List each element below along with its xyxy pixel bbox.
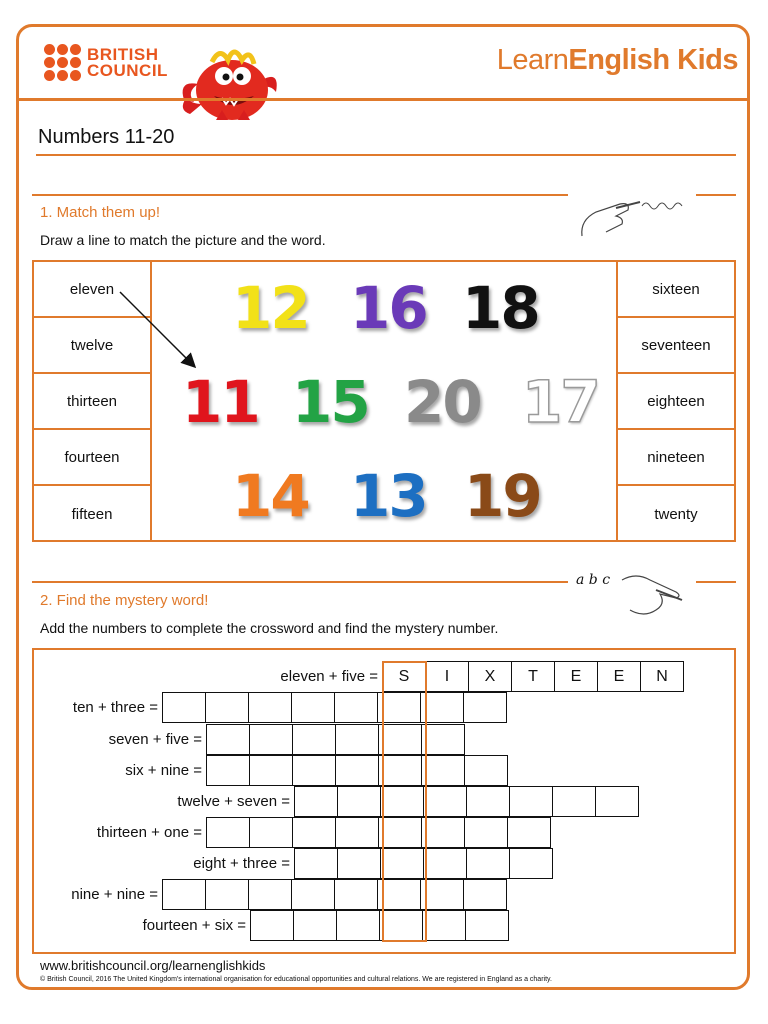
- answer-cell[interactable]: [464, 755, 508, 786]
- answer-row-8: [163, 880, 507, 910]
- answer-cell[interactable]: [249, 817, 293, 848]
- footer-url[interactable]: www.britishcouncil.org/learnenglishkids: [40, 958, 266, 973]
- logo-dots-icon: [44, 44, 81, 81]
- example-match-arrow: [34, 262, 734, 542]
- answer-row-3: [207, 725, 465, 755]
- answer-cell[interactable]: N: [640, 661, 684, 692]
- answer-cell[interactable]: [162, 692, 206, 723]
- answer-cell[interactable]: [466, 786, 510, 817]
- answer-cell[interactable]: [466, 848, 510, 879]
- answer-cell[interactable]: [423, 848, 467, 879]
- section1-instruction: Draw a line to match the picture and the word.: [40, 232, 326, 248]
- answer-cell[interactable]: [463, 879, 507, 910]
- clue-row-7: eight + three =: [193, 855, 290, 872]
- answer-cell[interactable]: [336, 910, 380, 941]
- clue-row-2: ten + three =: [72, 699, 158, 716]
- answer-cell[interactable]: E: [554, 661, 598, 692]
- word-eleven[interactable]: eleven: [34, 262, 150, 318]
- learnenglish-kids-logo: [497, 44, 738, 77]
- abc-label: a b c: [576, 572, 611, 588]
- writing-hand-icon: [576, 192, 692, 240]
- answer-cell[interactable]: [335, 817, 379, 848]
- clue-row-3: seven + five =: [108, 731, 202, 748]
- answer-cell[interactable]: [552, 786, 596, 817]
- match-table: [32, 260, 736, 542]
- number-11[interactable]: 11: [182, 368, 259, 436]
- answer-cell[interactable]: T: [511, 661, 555, 692]
- answer-cell[interactable]: [293, 910, 337, 941]
- answer-cell[interactable]: [206, 724, 250, 755]
- word-nineteen[interactable]: nineteen: [618, 430, 734, 486]
- answer-cell[interactable]: [509, 848, 553, 879]
- answer-cell[interactable]: [248, 692, 292, 723]
- answer-cell[interactable]: S: [382, 661, 426, 692]
- answer-cell[interactable]: [421, 817, 465, 848]
- brand-bold: English Kids: [568, 44, 738, 76]
- answer-cell[interactable]: [337, 786, 381, 817]
- answer-cell[interactable]: [250, 910, 294, 941]
- answer-cell[interactable]: [421, 755, 465, 786]
- clue-row-6: thirteen + one =: [96, 824, 202, 841]
- answer-cell[interactable]: [377, 692, 421, 723]
- answer-row-7: [295, 849, 553, 879]
- word-eighteen[interactable]: eighteen: [618, 374, 734, 430]
- answer-cell[interactable]: [248, 879, 292, 910]
- clue-row-9: fourteen + six =: [142, 917, 246, 934]
- answer-cell[interactable]: [378, 755, 422, 786]
- clue-row-8: nine + nine =: [71, 886, 158, 903]
- answer-cell[interactable]: E: [597, 661, 641, 692]
- answer-cell[interactable]: [465, 910, 509, 941]
- section2-rule-left: [32, 581, 568, 583]
- number-19[interactable]: 19: [464, 462, 541, 530]
- answer-cell[interactable]: [595, 786, 639, 817]
- answer-cell[interactable]: [294, 786, 338, 817]
- answer-cell[interactable]: [335, 755, 379, 786]
- brand-prefix: Learn: [496, 44, 569, 76]
- answer-cell[interactable]: [378, 724, 422, 755]
- number-13[interactable]: 13: [350, 462, 427, 530]
- answer-cell[interactable]: I: [425, 661, 469, 692]
- answer-cell[interactable]: [292, 724, 336, 755]
- number-18[interactable]: 18: [462, 274, 539, 342]
- answer-cell[interactable]: [378, 817, 422, 848]
- number-12[interactable]: 12: [232, 274, 309, 342]
- answer-cell[interactable]: [205, 692, 249, 723]
- answer-cell[interactable]: X: [468, 661, 512, 692]
- answer-cell[interactable]: [291, 879, 335, 910]
- number-14[interactable]: 14: [232, 462, 309, 530]
- answer-cell[interactable]: [335, 724, 379, 755]
- word-thirteen[interactable]: thirteen: [34, 374, 150, 430]
- section2-rule-right: [696, 581, 736, 583]
- writing-hand-abc-icon: [616, 570, 686, 626]
- answer-cell[interactable]: [162, 879, 206, 910]
- number-16[interactable]: 16: [350, 274, 427, 342]
- answer-cell[interactable]: [421, 724, 465, 755]
- answer-cell[interactable]: [380, 848, 424, 879]
- section1-rule-right: [696, 194, 736, 196]
- answer-row-5: [295, 787, 639, 817]
- answer-cell[interactable]: [292, 755, 336, 786]
- answer-cell[interactable]: [423, 786, 467, 817]
- word-seventeen[interactable]: seventeen: [618, 318, 734, 374]
- word-fourteen[interactable]: fourteen: [34, 430, 150, 486]
- section1-heading: 1. Match them up!: [40, 204, 161, 221]
- clue-row-1: eleven + five =: [280, 668, 378, 685]
- answer-row-9: [251, 911, 509, 941]
- answer-cell[interactable]: [206, 817, 250, 848]
- answer-cell[interactable]: [337, 848, 381, 879]
- answer-cell[interactable]: [463, 692, 507, 723]
- clue-row-4: six + nine =: [125, 762, 202, 779]
- section1-rule-left: [32, 194, 568, 196]
- answer-row-1: [383, 662, 684, 692]
- answer-cell[interactable]: [249, 724, 293, 755]
- logo-line-1: BRITISH: [87, 44, 159, 64]
- british-council-logo: [44, 44, 168, 81]
- word-twenty[interactable]: twenty: [654, 505, 698, 523]
- number-20[interactable]: 20: [404, 368, 481, 436]
- answer-cell[interactable]: [205, 879, 249, 910]
- answer-cell[interactable]: [379, 910, 423, 941]
- answer-cell[interactable]: [206, 755, 250, 786]
- answer-cell[interactable]: [509, 786, 553, 817]
- number-17[interactable]: 17: [522, 368, 599, 436]
- answer-cell[interactable]: [507, 817, 551, 848]
- footer-copyright: © British Council, 2016 The United Kingdom's international organisation for educational opportunities and cultural relations. We are registered in England as a charity.: [40, 976, 552, 983]
- page-title: Numbers 11-20: [38, 126, 175, 148]
- number-15[interactable]: 15: [292, 368, 369, 436]
- word-twelve[interactable]: twelve: [34, 318, 150, 374]
- answer-cell[interactable]: [292, 817, 336, 848]
- logo-line-2: COUNCIL: [87, 60, 168, 80]
- answer-row-2: [163, 693, 507, 723]
- answer-cell[interactable]: [380, 786, 424, 817]
- clue-row-5: twelve + seven =: [177, 793, 290, 810]
- answer-row-6: [207, 818, 551, 848]
- answer-cell[interactable]: [334, 879, 378, 910]
- header-divider: [16, 98, 750, 101]
- answer-cell[interactable]: [464, 817, 508, 848]
- word-fifteen[interactable]: fifteen: [71, 505, 113, 523]
- answer-cell[interactable]: [420, 879, 464, 910]
- answer-cell[interactable]: [334, 692, 378, 723]
- answer-cell[interactable]: [294, 848, 338, 879]
- monster-mascot-icon: [176, 40, 286, 126]
- answer-cell[interactable]: [377, 879, 421, 910]
- answer-cell[interactable]: [249, 755, 293, 786]
- answer-cell[interactable]: [420, 692, 464, 723]
- section2-instruction: Add the numbers to complete the crossword and find the mystery number.: [40, 620, 499, 636]
- answer-cell[interactable]: [422, 910, 466, 941]
- answer-row-4: [207, 756, 508, 786]
- word-sixteen[interactable]: sixteen: [618, 262, 734, 318]
- section2-heading: 2. Find the mystery word!: [40, 592, 209, 609]
- title-underline: [36, 154, 736, 156]
- answer-cell[interactable]: [291, 692, 335, 723]
